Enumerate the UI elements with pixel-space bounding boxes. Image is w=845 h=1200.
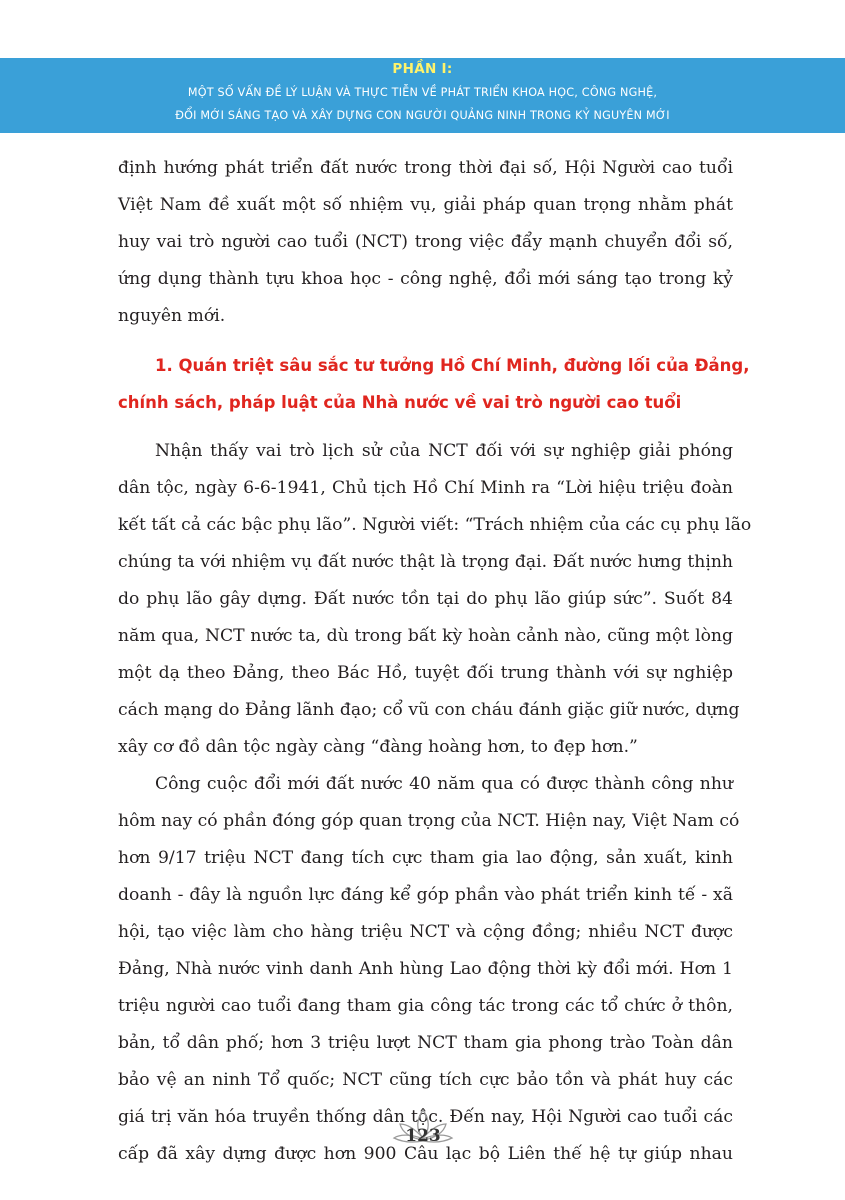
text-line: hôm nay có phần đóng góp quan trọng của NCT. Hiện nay, Việt Nam có	[118, 811, 740, 831]
text-line: doanh - đây là nguồn lực đáng kể góp phần vào phát triển kinh tế - xã	[118, 885, 733, 905]
text-line: ứng dụng thành tựu khoa học - công nghệ, đổi mới sáng tạo trong kỷ	[118, 269, 733, 289]
page-number: 123	[405, 1126, 441, 1146]
text-line: triệu người cao tuổi đang tham gia công tác trong các tổ chức ở thôn,	[118, 996, 733, 1016]
paragraph-1	[118, 433, 752, 766]
intro-paragraph	[118, 150, 733, 335]
text-line: kết tất cả các bậc phụ lão”. Người viết: “Trách nhiệm của các cụ phụ lão	[118, 515, 752, 535]
text-line: cách mạng do Đảng lãnh đạo; cổ vũ con cháu đánh giặc giữ nước, dựng	[118, 700, 740, 720]
text-line: xây cơ đồ dân tộc ngày càng “đàng hoàng hơn, to đẹp hơn.”	[118, 737, 638, 757]
text-line: Công cuộc đổi mới đất nước 40 năm qua có được thành công như	[155, 774, 733, 794]
section-header-band	[0, 58, 845, 133]
text-line: do phụ lão gây dựng. Đất nước tồn tại do phụ lão giúp sức”. Suốt 84	[118, 589, 733, 609]
part-subtitle-line-2: ĐỔI MỚI SÁNG TẠO VÀ XÂY DỰNG CON NGƯỜI QUẢNG NINH TRONG KỶ NGUYÊN MỚI	[175, 109, 670, 122]
part-title: PHẦN I:	[392, 61, 453, 77]
page-number-badge	[392, 1106, 454, 1166]
section-heading	[118, 347, 750, 421]
text-line: Đảng, Nhà nước vinh danh Anh hùng Lao động thời kỳ đổi mới. Hơn 1	[118, 959, 733, 979]
part-subtitle-line-1: MỘT SỐ VẤN ĐỀ LÝ LUẬN VÀ THỰC TIỄN VỀ PHÁT TRIỂN KHOA HỌC, CÔNG NGHỆ,	[187, 86, 658, 99]
text-line: bảo vệ an ninh Tổ quốc; NCT cũng tích cực bảo tồn và phát huy các	[118, 1070, 733, 1090]
heading-line: chính sách, pháp luật của Nhà nước về vai trò người cao tuổi	[118, 393, 682, 412]
text-line: chúng ta với nhiệm vụ đất nước thật là trọng đại. Đất nước hưng thịnh	[118, 552, 733, 572]
heading-line: 1. Quán triệt sâu sắc tư tưởng Hồ Chí Minh, đường lối của Đảng,	[155, 356, 750, 375]
text-line: giá trị văn hóa truyền thống dân tộc. Đến nay, Hội Người cao tuổi các	[118, 1107, 733, 1127]
text-line: một dạ theo Đảng, theo Bác Hồ, tuyệt đối trung thành với sự nghiệp	[118, 663, 733, 683]
page-body	[118, 150, 752, 1173]
text-line: Nhận thấy vai trò lịch sử của NCT đối với sự nghiệp giải phóng	[155, 441, 733, 461]
text-line: hội, tạo việc làm cho hàng triệu NCT và cộng đồng; nhiều NCT được	[118, 922, 733, 942]
text-line: năm qua, NCT nước ta, dù trong bất kỳ hoàn cảnh nào, cũng một lòng	[118, 626, 733, 646]
text-line: dân tộc, ngày 6-6-1941, Chủ tịch Hồ Chí Minh ra “Lời hiệu triệu đoàn	[118, 478, 733, 498]
text-line: nguyên mới.	[118, 306, 226, 326]
text-line: hơn 9/17 triệu NCT đang tích cực tham gia lao động, sản xuất, kinh	[118, 848, 733, 868]
text-line: bản, tổ dân phố; hơn 3 triệu lượt NCT tham gia phong trào Toàn dân	[118, 1033, 733, 1053]
text-line: cấp đã xây dựng được hơn 900 Câu lạc bộ Liên thế hệ tự giúp nhau	[118, 1144, 733, 1164]
text-line: định hướng phát triển đất nước trong thời đại số, Hội Người cao tuổi	[118, 158, 733, 178]
text-line: Việt Nam đề xuất một số nhiệm vụ, giải pháp quan trọng nhằm phát	[118, 195, 733, 215]
text-line: huy vai trò người cao tuổi (NCT) trong việc đẩy mạnh chuyển đổi số,	[118, 232, 733, 252]
